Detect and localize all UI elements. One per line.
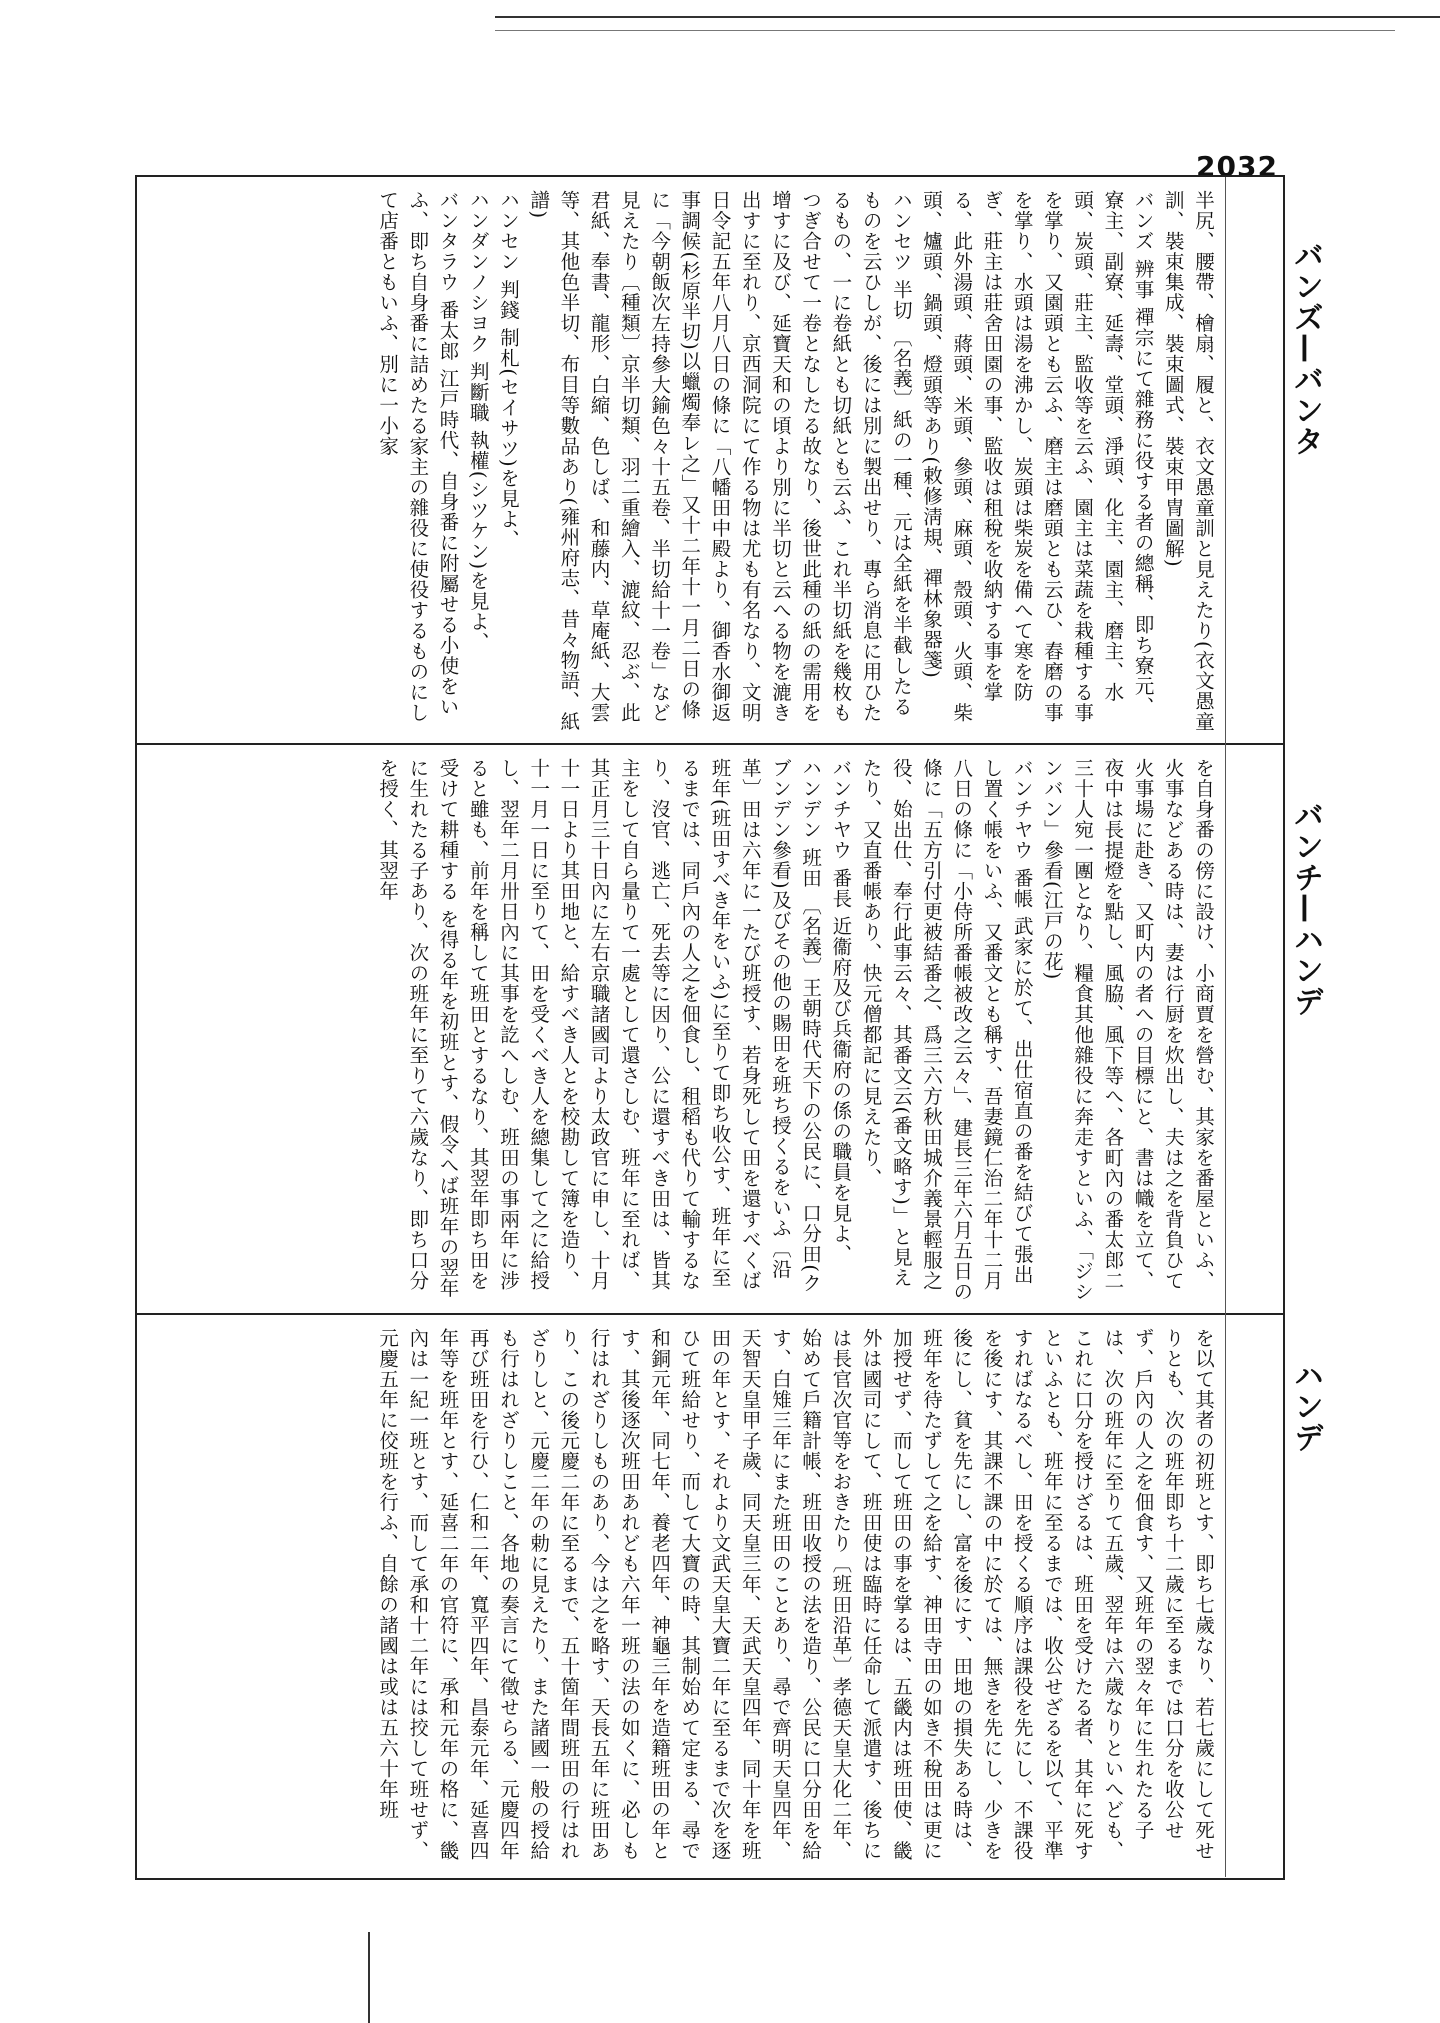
paragraph: ハンデン 班田 〔名義〕王朝時代天下の公民に、口分田(クブンデン參看)及びその他の賜田を班ち授くるをいふ〔沿革〕田は六年に一たび班授す、若身死して田を還すべくば班年(班田すべき年をいふ)に至りて即ち收公す、班年に至るまでは、同戶內の人之を佃食し、租稻も代りて輸するなり、沒官、逃亡、死去等に因り、公に還すべき田は、皆其主をして自ら量りて一處として還さしむ、班年に至れば、其正月三十日內に左右京職諸國司より太政官に申し、十月十一日より其田地と、給すべき人とを校勘して簿を造り、十一月一日に至りて、田を受くべき人を總集して之に給授し、翌年二月卅日內に其事を訖へしむ、班田の事兩年に涉ると雖も、前年を稱して班田とするなり、其翌年即ち田を受けて耕種する を得る年を初班とす、假令へば班年の翌年に生れたる子あり、次の班年に至りて六歲なり、即ち口分を授く、其翌年 <box>376 758 823 1299</box>
paragraph: ハンセン 判錢 制札(セイサツ)を見よ、 <box>496 190 520 550</box>
paragraph: バンズ 辨事 禪宗にて雜務に役する者の總稱、即ち寮元、寮主、副寮、延壽、堂頭、淨頭、化主、園主、磨主、水頭、炭頭、莊主、監收等を云ふ、園主は菜蔬を栽種する事を掌り、又園頭とも云ふ、磨主は磨頭とも云ひ、舂磨の事を掌り、水頭は湯を沸かし、炭頭は柴炭を備へて寒を防ぎ、莊主は莊舍田園の事、監收は租稅を收納する事を掌る、此外湯頭、蔣頭、米頭、參頭、麻頭、殼頭、火頭、柴頭、爐頭、鍋頭、燈頭等あり(敕修淸規、禪林象器箋) <box>920 190 1155 723</box>
top-rule <box>495 16 1440 18</box>
bottom-rule <box>368 1932 370 2023</box>
section-header-3: ハンデ <box>1288 1360 1323 1453</box>
paragraph: を以て其者の初班とす、即ち七歲なり、若七歲にして死せりとも、次の班年即ち十二歲に至るまでは口分を收公せず、戶內の人之を佃食す、又班年の翌々年に生れたる子は、次の班年に至りて五歲、翌年は六歲なりといへども、これに口分を授けざるは、班田を受けたる者、其年に死すといふとも、班年に至るまでは、收公せざるを以て、平準すればなるべし、田を授くる順序は課役を先にし、不課役を後にす、其課不課の中に於ては、無きを先にし、少きを後にし、貧を先にし、富を後にす、田地の損失ある時は、班年を待たずして之を給す、神田寺田の如き不稅田は更に加授せず、而して班田の事を掌るは、五畿内は班田使、畿外は國司にして、班田使は臨時に任命して派遣す、後ちには長官次官等をおきたり〔班田沿革〕孝德天皇大化二年、始めて戶籍計帳、班田收授の法を造り、公民に口分田を給す、白雉三年にまた班田のことあり、尋で齊明天皇四年、天智天皇甲子歲、同天皇三年、天武天皇四年、同十年を班田の年とす、それより文武天皇大寶二年に至るまで次を逐ひて班給せり、而して大寶の時、其制始めて定まる、尋で和銅元年、同七年、養老四年、神龜三年を造籍班田の年とす、其後逐次班田あれども六年一班の法の如くに、必しも行はれざりしものあり、今は之を略す、天長五年に班田あり、この後元慶二年に至るまで、五十箇年間班田の行はれざりしと、元慶二年の勅に見えたり、また諸國一般の授給も行はれざりしこと、各地の奏言にて徵せらる、元慶四年再び班田を行ひ、仁和二年、寬平四年、昌泰元年、延喜四年等を班年とす、延喜二年の官符に、承和元年の格に、畿內は一紀一班とす、而して承和十二年には挍して班せず、元慶五年に佼班を行ふ、自餘の諸國は或は五六十年班 <box>376 1328 1215 1861</box>
paragraph: バンタラウ 番太郎 江戸時代、自身番に附屬せる小使をいふ、即ち自身番に詰めたる家主の雜役に使役するものにして店番ともいふ、別に一小家 <box>376 190 460 723</box>
section-2-text <box>150 758 1218 1303</box>
section-1-text <box>150 190 1218 735</box>
header-column-divider <box>1225 177 1226 1877</box>
paragraph: を自身番の傍に設け、小商賈を營む、其家を番屋といふ、火事などある時は、妻は行厨を炊出し、夫は之を背負ひて火事場に赴き、又町内の者への目標にと、書は幟を立て、夜中は長提燈を點し、風脇、風下等へ、各町內の番太郎二三十人宛一團となり、糧食其他雜役に奔走すといふ、「ジシンバン」參看(江戸の花) <box>1040 758 1215 1302</box>
section-divider-1 <box>137 743 1283 745</box>
paragraph: ハンダンノシヨク 判斷職 執權(シツケン)を見よ、 <box>466 190 490 653</box>
page-number: 2032 <box>1196 150 1278 183</box>
paragraph: 半尻、腰帶、檜扇、履と、衣文愚童訓と見えたり(衣文愚童訓、裝束集成、裝束圖式、裝束甲冑圖解) <box>1161 190 1215 732</box>
paragraph: ハンセツ 半切 〔名義〕紙の一種、元は全紙を半截したるものを云ひしが、後には別に製出せり、專ら消息に用ひたるもの、一に卷紙とも切紙とも云ふ、これ半切紙を幾枚もつぎ合せて一卷となしたる故なり、後世此種の紙の需用を增すに及び、延寶天和の頃より別に半切と云へる物を漉き出すに至れり、京西洞院にて作る物は尤も有名なり、文明日令記五年八月八日の條に「八幡田中殿より、御香水御返事調候(杉原半切)以蠟燭奉レ之」又十二年十一月二日の條に「今朝飯次左持參大鍮色々十五卷、半切給十一卷」など見えたり〔種類〕京半切類、羽二重繪入、漉紋、忍ぶ、此君紙、奉書、龍形、白縮、色しば、和藤内、草庵紙、大雲等、其他色半切、布目等數品あり(雍州府志、昔々物語、紙譜) <box>527 190 913 732</box>
top-rule-thin <box>495 30 1395 31</box>
paragraph: バンチヤウ 番帳 武家に於て、出仕宿直の番を結びて張出し置く帳をいふ、又番文とも稱す、吾妻鏡仁治二年十二月八日の條に「小侍所番帳被改之云々」、建長三年六月五日の條に「五方引付更被結番之、爲三六方秋田城介義景輕服之役、始出仕、奉行此事云々、其番文云(番文略す)」と見えたり、又直番帳あり、快元僧都記に見えたり、 <box>859 758 1034 1302</box>
section-header-1: バンズ—バンタ <box>1288 240 1323 457</box>
section-divider-2 <box>137 1313 1283 1315</box>
section-3-text <box>150 1328 1218 1868</box>
section-header-2: バンチ—ハンデ <box>1288 800 1323 1017</box>
paragraph: バンチヤウ 番長 近衞府及び兵衞府の係の職員を見よ、 <box>829 758 853 1265</box>
